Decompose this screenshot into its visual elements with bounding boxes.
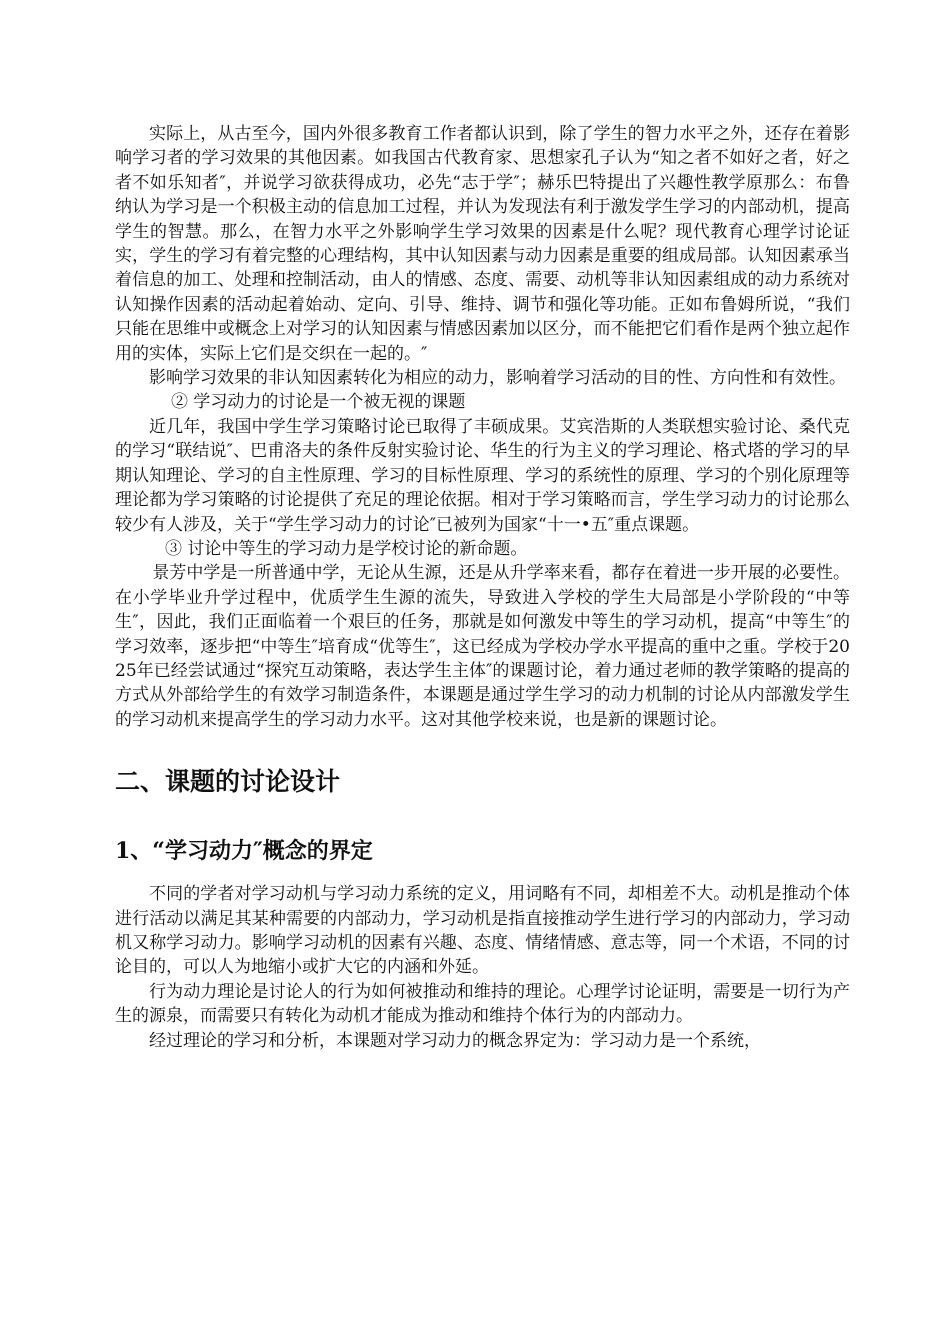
paragraph-noncognitive-factors: 影响学习效果的非认知因素转化为相应的动力，影响着学习活动的目的性、方向性和有效性。 [149, 368, 846, 389]
paragraph-school-background: 景芳中学是一所普通中学，无论从生源，还是从升学率来看，都存在着进一步开展的必要性。在小学毕业升学过程中，优质学生生源的流失，导致进入学校的学生大局部是小学阶段的“中等生″，因此，我们正面临着一个艰巨的任务，那就是如何激发中等生的学习动机，提高“中等生″的学习效率，逐步把“中等生″培育成“优等生″，这已经成为学校办学水平提高的重中之重。学校于2025年已经尝试通过“探究互动策略，表达学生主体″的课题讨论，着力通过老师的教学策略的提高的方式从外部给学生的有效学习制造条件，本课题是通过学生学习的动力机制的讨论从内部激发学生的学习动机来提高学生的学习动力水平。这对其他学校来说，也是新的课题讨论。 [115, 563, 850, 730]
subsection-heading-concept-definition: 1、“学习动力″概念的界定 [115, 838, 373, 865]
section-heading-research-design: 二、课题的讨论设计 [115, 767, 341, 797]
paragraph-learning-strategy-research: 近几年，我国中学生学习策略讨论已取得了丰硕成果。艾宾浩斯的人类联想实验讨论、桑代克的学习“联结说″、巴甫洛夫的条件反射实验讨论、华生的行为主义的学习理论、格式塔的学习的早期认知理论、学习的自主性原理、学习的目标性原理、学习的系统性的原理、学习的个别化原理等理论都为学习策略的讨论提供了充足的理论依据。相对于学习策略而言，学生学习动力的讨论那么较少有人涉及，关于“学生学习动力的讨论″已被列为国家“十一•五″重点课题。 [115, 416, 850, 535]
subheading-neglected-topic: ② 学习动力的讨论是一个被无视的课题 [171, 392, 466, 413]
paragraph-concept-conclusion: 经过理论的学习和分析，本课题对学习动力的概念界定为：学习动力是一个系统， [149, 1030, 761, 1051]
page-content [115, 122, 850, 1053]
paragraph-behavior-motivation-theory: 行为动力理论是讨论人的行为如何被推动和维持的理论。心理学讨论证明，需要是一切行为产生的源泉，而需要只有转化为动机才能成为推动和维持个体行为的内部动力。 [115, 981, 850, 1027]
subheading-new-proposition: ③ 讨论中等生的学习动力是学校讨论的新命题。 [165, 538, 528, 559]
paragraph-motivation-definitions: 不同的学者对学习动机与学习动力系统的定义，用词略有不同，却相差不大。动机是推动个体进行活动以满足其某种需要的内部动力，学习动机是指直接推动学生进行学习的内部动力，学习动机又称学习动力。影响学习动机的因素有兴趣、态度、情绪情感、意志等，同一个术语，不同的讨论目的，可以人为地缩小或扩大它的内涵和外延。 [115, 884, 850, 978]
paragraph-factors-beyond-intelligence: 实际上，从古至今，国内外很多教育工作者都认识到，除了学生的智力水平之外，还存在着影响学习者的学习效果的其他因素。如我国古代教育家、思想家孔子认为“知之者不如好之者，好之者不如乐知者″，并说学习欲获得成功，必先“志于学″；赫乐巴特提出了兴趣性教学原那么：布鲁纳认为学习是一个积极主动的信息加工过程，并认为发现法有利于激发学生学习的内部动机，提高学生的智慧。那么，在智力水平之外影响学生学习效果的因素是什么呢？现代教育心理学讨论证实，学生的学习有着完整的心理结构，其中认知因素与动力因素是重要的组成局部。认知因素承当着信息的加工、处理和控制活动，由人的情感、态度、需要、动机等非认知因素组成的动力系统对认知操作因素的活动起着始动、定向、引导、维持、调节和强化等功能。正如布鲁姆所说，“我们只能在思维中或概念上对学习的认知因素与情感因素加以区分，而不能把它们看作是两个独立起作用的实体，实际上它们是交织在一起的。″ [115, 124, 850, 364]
